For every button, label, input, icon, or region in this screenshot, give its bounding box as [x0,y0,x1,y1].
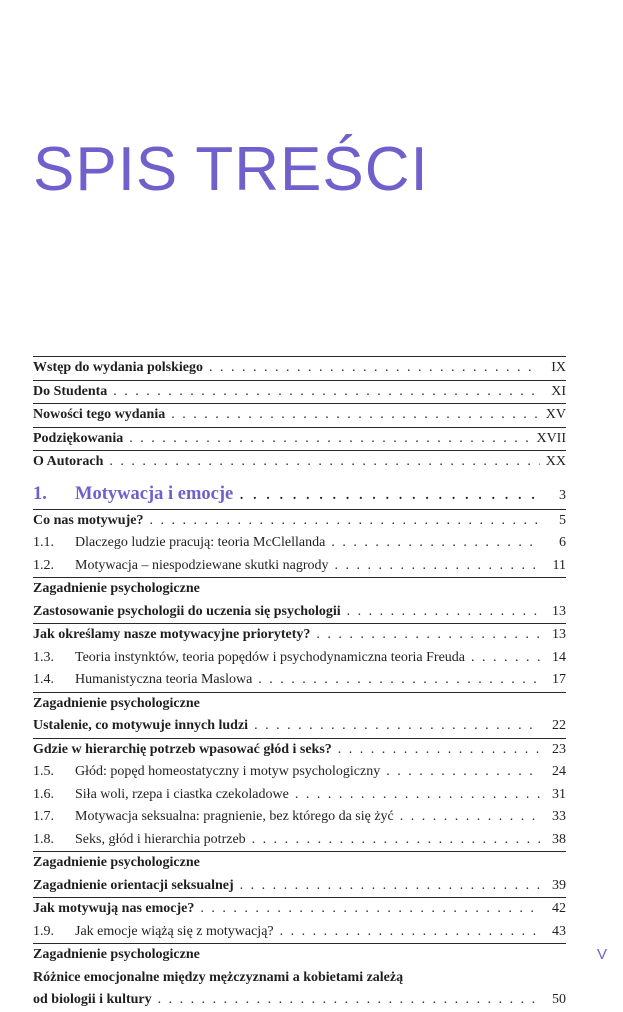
dot-leader [171,404,540,427]
toc-page-number: 33 [552,809,566,824]
toc-page-number: 24 [552,764,566,779]
toc-page-number: IX [551,360,566,375]
table-of-contents [33,356,566,1012]
toc-entry-number: 1.6. [33,786,54,802]
toc-subsection [33,829,566,852]
toc-entry [33,356,566,380]
toc-page-number: 3 [559,487,566,503]
toc-page-number: 43 [552,923,566,939]
dot-leader [258,669,540,692]
toc-entry [33,715,566,738]
toc-entry-number: 1.9. [33,923,54,939]
toc-page-number: 39 [552,877,566,893]
toc-page-number: 14 [552,649,566,665]
toc-page-number: 11 [552,557,566,573]
toc-entry-title: Zagadnienie psychologiczne [33,581,200,596]
toc-entry-number: 1.3. [33,649,54,665]
dot-leader [158,989,540,1012]
toc-page-number: XX [545,454,566,469]
toc-page-number: XI [551,383,566,399]
toc-entry [33,943,566,967]
toc-entry-number: 1.8. [33,831,54,847]
toc-entry-title: Nowości tego wydania [33,407,166,422]
toc-entry-title: Jak motywują nas emocje? [33,901,195,916]
toc-entry-title: Zastosowanie psychologii do uczenia się psychologii [33,603,341,619]
toc-entry-number: 1.5. [33,764,54,779]
dot-leader [239,480,540,509]
toc-subsection [33,532,566,555]
toc-entry-title: Motywacja i emocje [75,483,234,504]
toc-entry-title: Różnice emocjonalne między mężczyznami a kobietami zależą [33,969,404,985]
toc-entry-title: Teoria instynktów, teoria popędów i psychodynamiczna teoria Freuda [75,649,465,665]
toc-entry-title: Do Studenta [33,383,108,399]
toc-entry [33,380,566,404]
toc-entry-number: 1.4. [33,672,54,687]
dot-leader [331,532,540,555]
toc-entry-title: Gdzie w hierarchię potrzeb wpasować głód i seks? [33,741,332,757]
toc-entry [33,509,566,533]
toc-entry-number: 1.1. [33,535,54,550]
toc-entry-title: Motywacja – niespodziewane skutki nagrody [75,557,329,573]
toc-subsection [33,761,566,784]
toc-entry-title: Zagadnienie psychologiczne [33,947,200,962]
dot-leader [109,451,540,474]
dot-leader [471,647,540,670]
toc-page-number: 31 [552,786,566,802]
dot-leader [347,601,540,624]
toc-page-number: 50 [552,992,566,1007]
toc-entry-number: 1. [33,483,47,504]
toc-entry-title: Dlaczego ludzie pracują: teoria McClellanda [75,535,326,550]
toc-entry [33,601,566,624]
toc-page-number: 17 [552,672,566,687]
toc-entry [33,989,566,1012]
toc-entry-title: O Autorach [33,454,104,469]
toc-entry-title: Ustalenie, co motywuje innych ludzi [33,718,249,733]
dot-leader [400,806,540,829]
toc-page-number: 5 [559,512,566,528]
toc-subsection [33,669,566,692]
toc-page-number: XVII [536,430,566,446]
toc-page-number: 22 [552,718,566,733]
toc-entry-title: Wstęp do wydania polskiego [33,360,203,375]
toc-page-number: 42 [552,901,566,916]
dot-leader [316,624,540,647]
toc-subsection [33,555,566,578]
toc-entry [33,403,566,427]
toc-page-number: 13 [552,627,566,642]
dot-leader [149,510,540,533]
toc-page-number: XV [545,407,566,422]
toc-entry [33,851,566,875]
toc-subsection [33,647,566,670]
toc-page-number: 38 [552,831,566,847]
dot-leader [200,898,540,921]
dot-leader [386,761,540,784]
toc-chapter [33,480,566,509]
toc-subsection [33,784,566,807]
toc-entry-title: Głód: popęd homeostatyczny i motyw psychologiczny [75,764,381,779]
toc-entry [33,577,566,601]
toc-entry-title: Jak emocje wiążą się z motywacją? [75,923,274,939]
dot-leader [338,739,540,762]
toc-entry-title: Podziękowania [33,430,124,446]
toc-entry [33,692,566,716]
dot-leader [252,829,540,852]
dot-leader [280,921,540,944]
toc-page-number: 13 [552,603,566,619]
page-folio: V [596,946,607,963]
toc-entry-title: Humanistyczna teoria Maslowa [75,672,253,687]
toc-entry [33,738,566,762]
toc-entry [33,967,566,990]
toc-entry-title: Zagadnienie psychologiczne [33,855,200,870]
dot-leader [254,715,540,738]
toc-entry-number: 1.2. [33,557,54,573]
toc-entry-title: Co nas motywuje? [33,512,144,528]
dot-leader [240,875,540,898]
dot-leader [295,784,540,807]
toc-entry-number: 1.7. [33,809,54,824]
dot-leader [209,357,540,380]
toc-subsection [33,921,566,944]
toc-entry-title: Jak określamy nasze motywacyjne priorytety? [33,627,311,642]
dot-leader [113,381,540,404]
toc-entry-title: Zagadnienie psychologiczne [33,695,200,711]
toc-page-number: 6 [559,535,566,550]
toc-entry [33,875,566,898]
toc-entry [33,427,566,451]
toc-entry-title: Motywacja seksualna: pragnienie, bez którego da się żyć [75,809,394,824]
toc-entry [33,897,566,921]
toc-entry [33,450,566,474]
toc-subsection [33,806,566,829]
toc-entry-title: od biologii i kultury [33,992,152,1007]
toc-entry-title: Seks, głód i hierarchia potrzeb [75,831,246,847]
dot-leader [335,555,541,578]
toc-page-number: 23 [552,741,566,757]
toc-entry-title: Siła woli, rzepa i ciastka czekoladowe [75,786,289,802]
toc-entry [33,623,566,647]
toc-entry-title: Zagadnienie orientacji seksualnej [33,877,234,893]
page-title: SPIS TREŚCI [33,135,429,204]
dot-leader [129,428,532,451]
